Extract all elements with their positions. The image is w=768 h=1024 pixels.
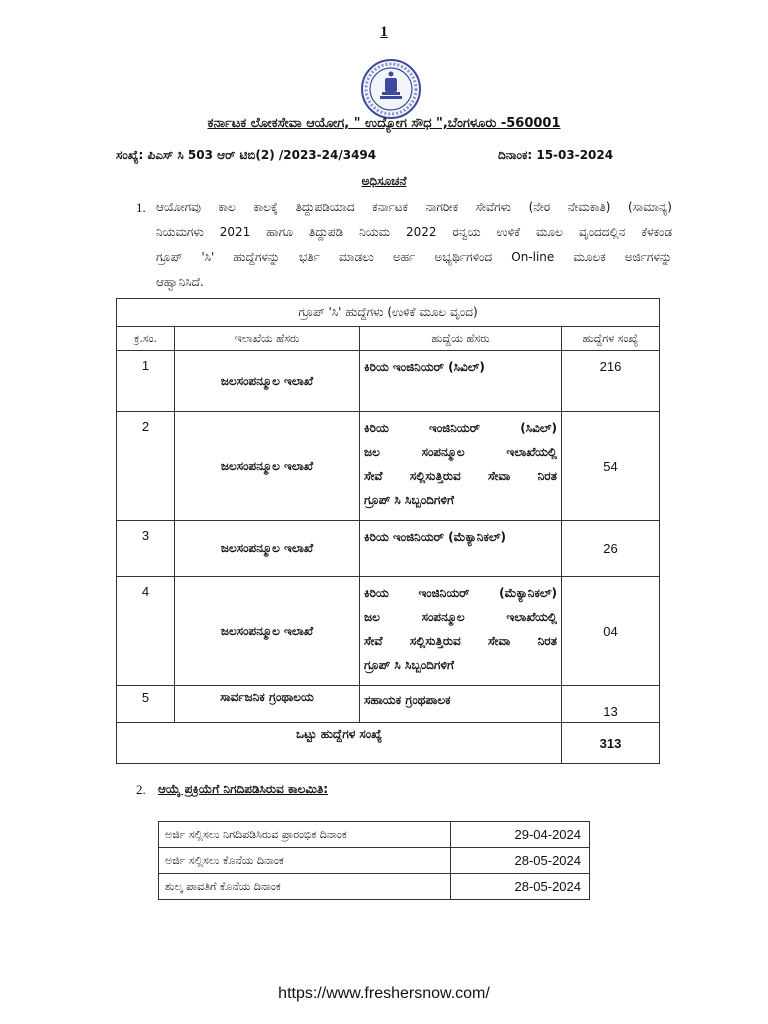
table-row: [117, 686, 660, 723]
posts-table: [116, 298, 660, 764]
page-number: 1: [380, 24, 388, 40]
table-caption: ಗ್ರೂಪ್ 'ಸಿ' ಹುದ್ದೆಗಳು (ಉಳಿಕೆ ಮೂಲ ವೃಂದ): [117, 299, 660, 327]
row-sl: 3: [117, 521, 175, 577]
row-department: ಜಲಸಂಪನ್ಮೂಲ ಇಲಾಖೆ: [175, 412, 360, 521]
post-line: ಗ್ರೂಪ್ ಸಿ ಸಿಬ್ಬಂದಿಗಳಿಗೆ: [364, 493, 454, 507]
column-header-sl: ಕ್ರ.ಸಂ.: [117, 327, 175, 351]
post-line: ಕಿರಿಯ ಇಂಜಿನಿಯರ್ (ಮೆಕ್ಯಾನಿಕಲ್): [364, 586, 557, 600]
post-line: ಜಲ ಸಂಪನ್ಮೂಲ ಇಲಾಖೆಯಲ್ಲಿ: [364, 610, 557, 624]
footer-url[interactable]: https://www.freshersnow.com/: [278, 985, 490, 1002]
schedule-date: 28-05-2024: [451, 848, 590, 874]
post-line: ಕಿರಿಯ ಇಂಜಿನಿಯರ್ (ಸಿವಿಲ್): [364, 421, 557, 435]
post-line: ಜಲ ಸಂಪನ್ಮೂಲ ಇಲಾಖೆಯಲ್ಲಿ: [364, 445, 557, 459]
schedule-date: 28-05-2024: [451, 874, 590, 900]
post-line: ಕಿರಿಯ ಇಂಜಿನಿಯರ್ (ಸಿವಿಲ್): [364, 360, 485, 374]
row-department: ಜಲಸಂಪನ್ಮೂಲ ಇಲಾಖೆ: [175, 577, 360, 686]
post-line: ಸಹಾಯಕ ಗ್ರಂಥಪಾಲಕ: [364, 693, 451, 707]
schedule-date: 29-04-2024: [451, 822, 590, 848]
reference-number: ಸಂಖ್ಯೆ: ಪಿಎಸ್ ಸಿ 503 ಆರ್ ಟಿಬಿ(2) /2023-24/3494: [116, 148, 377, 162]
para-line: ಆಯೋಗವು ಕಾಲ ಕಾಲಕ್ಕೆ ತಿದ್ದುಪಡಿಯಾದ ಕರ್ನಾಟಕ ನಾಗರೀಕ ಸೇವೆಗಳು (ನೇರ ನೇಮಕಾತಿ) (ಸಾಮಾನ್ಯ): [156, 200, 672, 214]
row-sl: 5: [117, 686, 175, 723]
column-header-count: ಹುದ್ದೆಗಳ ಸಂಖ್ಯೆ: [562, 327, 660, 351]
table-row: [117, 521, 660, 577]
schedule-label: ಶುಲ್ಕ ಪಾವತಿಗೆ ಕೊನೆಯ ದಿನಾಂಕ: [159, 874, 451, 900]
row-post: [360, 351, 562, 412]
row-post: [360, 577, 562, 686]
schedule-label: ಅರ್ಜಿ ಸಲ್ಲಿಸಲು ಕೊನೆಯ ದಿನಾಂಕ: [159, 848, 451, 874]
para-line: ಆಹ್ವಾನಿಸಿದೆ.: [156, 275, 204, 289]
row-department: ಜಲಸಂಪನ್ಮೂಲ ಇಲಾಖೆ: [175, 521, 360, 577]
column-header-post: ಹುದ್ದೆಯ ಹೆಸರು: [360, 327, 562, 351]
row-department: ಜಲಸಂಪನ್ಮೂಲ ಇಲಾಖೆ: [175, 351, 360, 412]
para-line: ಗ್ರೂಪ್ 'ಸಿ' ಹುದ್ದೆಗಳನ್ನು ಭರ್ತಿ ಮಾಡಲು ಅರ್ಹ ಅಭ್ಯರ್ಥಿಗಳಿಂದ On-line ಮೂಲಕ ಅರ್ಜಿಗಳನ್ನು: [156, 250, 672, 264]
total-row: [117, 723, 660, 764]
row-count: 216: [562, 351, 660, 412]
kpsc-seal-icon: [360, 58, 422, 120]
table-row: [159, 822, 590, 848]
post-line: ಕಿರಿಯ ಇಂಜಿನಿಯರ್ (ಮೆಕ್ಯಾನಿಕಲ್): [364, 530, 506, 544]
row-post: [360, 412, 562, 521]
schedule-label: ಅರ್ಜಿ ಸಲ್ಲಿಸಲು ನಿಗದಿಪಡಿಸಿರುವ ಪ್ರಾರಂಭಿಕ ದಿನಾಂಕ: [159, 822, 451, 848]
total-value: 313: [562, 723, 660, 764]
row-sl: 4: [117, 577, 175, 686]
row-sl: 1: [117, 351, 175, 412]
para-line: ನಿಯಮಗಳು 2021 ಹಾಗೂ ತಿದ್ದುಪಡಿ ನಿಯಮ 2022 ರನ್ವಯ ಉಳಿಕೆ ಮೂಲ ವೃಂದದಲ್ಲಿನ ಕೆಳಕಂಡ: [156, 225, 672, 239]
organization-heading: ಕರ್ನಾಟಕ ಲೋಕಸೇವಾ ಆಯೋಗ, " ಉದ್ಯೋಗ ಸೌಧ ",ಬೆಂಗಳೂರು -560001: [207, 116, 561, 131]
post-line: ಸೇವೆ ಸಲ್ಲಿಸುತ್ತಿರುವ ಸೇವಾ ನಿರತ: [364, 634, 557, 648]
notification-title: ಅಧಿಸೂಚನೆ: [361, 174, 407, 188]
row-post: [360, 686, 562, 723]
row-post: [360, 521, 562, 577]
row-sl: 2: [117, 412, 175, 521]
post-line: ಸೇವೆ ಸಲ್ಲಿಸುತ್ತಿರುವ ಸೇವಾ ನಿರತ: [364, 469, 557, 483]
row-count: 26: [562, 521, 660, 577]
row-count: 54: [562, 412, 660, 521]
section-number: 2.: [136, 782, 146, 797]
table-row: [117, 412, 660, 521]
column-header-department: ಇಲಾಖೆಯ ಹೆಸರು: [175, 327, 360, 351]
total-label: ಒಟ್ಟು ಹುದ್ದೆಗಳ ಸಂಖ್ಯೆ: [117, 723, 562, 764]
schedule-table: [158, 821, 590, 900]
row-count: 13: [562, 686, 660, 723]
section-title: ಆಯ್ಕೆ ಪ್ರಕ್ರಿಯೆಗೆ ನಿಗದಿಪಡಿಸಿರುವ ಕಾಲಮಿತಿ:: [158, 782, 329, 796]
table-row: [117, 577, 660, 686]
notification-date: ದಿನಾಂಕ: 15-03-2024: [498, 148, 614, 162]
row-department: ಸಾರ್ವಜನಿಕ ಗ್ರಂಥಾಲಯ: [175, 686, 360, 723]
post-line: ಗ್ರೂಪ್ ಸಿ ಸಿಬ್ಬಂದಿಗಳಿಗೆ: [364, 658, 454, 672]
table-row: [117, 351, 660, 412]
para-number: 1.: [136, 200, 146, 215]
row-count: 04: [562, 577, 660, 686]
table-row: [159, 848, 590, 874]
table-row: [159, 874, 590, 900]
